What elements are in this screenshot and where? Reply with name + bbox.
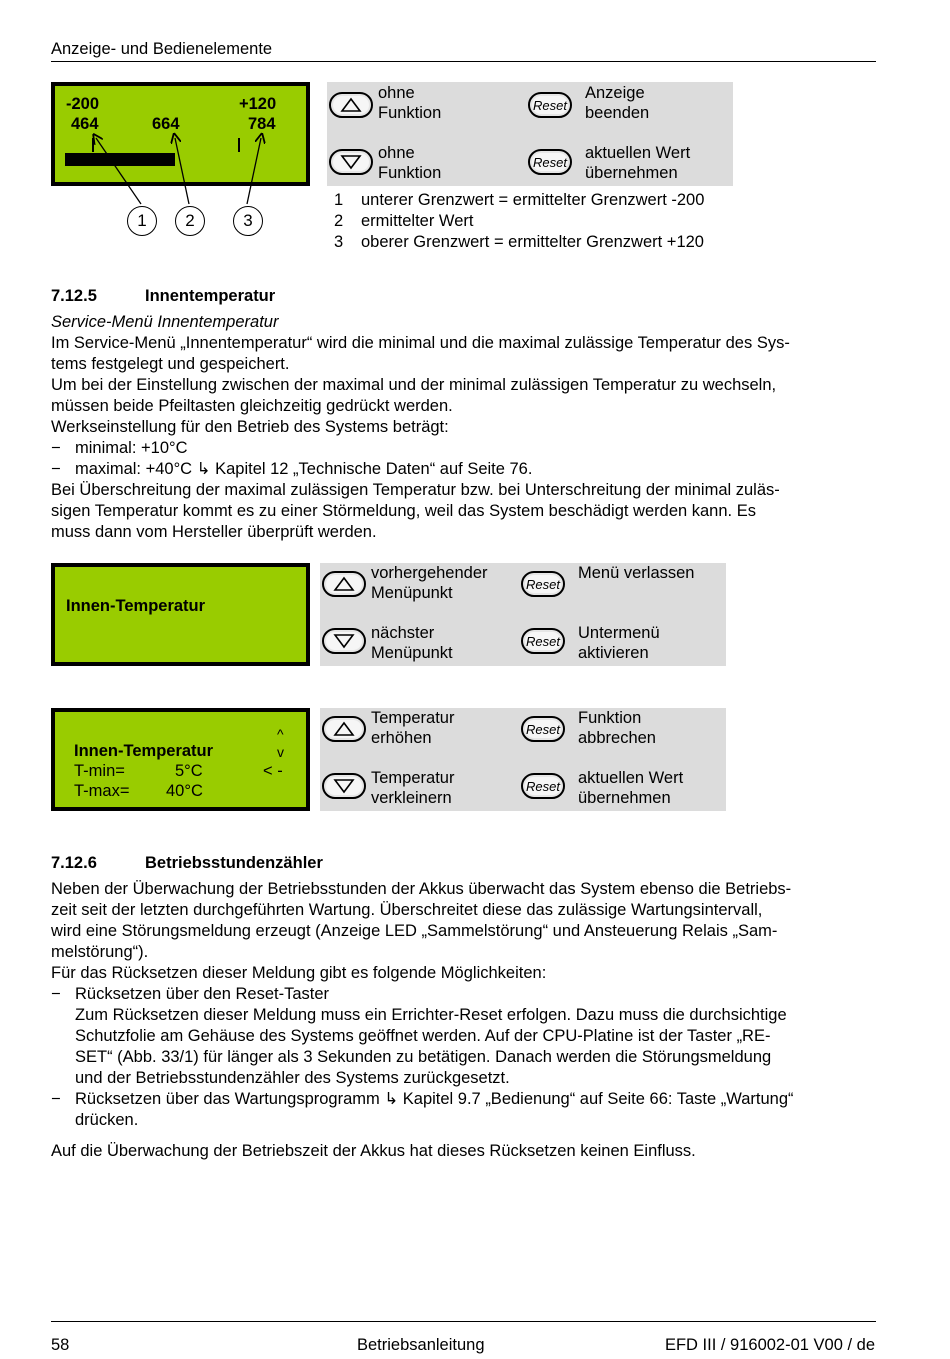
legend-text-3: oberer Grenzwert = ermittelter Grenzwert +120: [361, 233, 704, 251]
section-number: 7.12.6: [51, 854, 97, 872]
legend-num-2: 2: [334, 212, 344, 230]
arrow-down-label-2: Menüpunkt: [371, 644, 453, 662]
bullet-detail-line: und der Betriebsstundenzähler des Systems zurückgesetzt.: [75, 1069, 510, 1087]
arrow-up-label-1: ohne: [378, 84, 415, 102]
paragraph-line: melstörung“).: [51, 943, 149, 961]
paragraph-line: müssen beide Pfeiltasten gleichzeitig gedrückt werden.: [51, 397, 453, 415]
section-subtitle: Service-Menü Innentemperatur: [51, 313, 279, 331]
bullet-detail-line: Schutzfolie am Gehäuse des Systems geöffnet werden. Auf der CPU-Platine ist der Taster „RE-: [75, 1027, 771, 1045]
bullet-maintenance-program[interactable]: Rücksetzen über das Wartungsprogramm ↳ Kapitel 9.7 „Bedienung“ auf Seite 66: Taste „Wartung“: [75, 1090, 794, 1108]
reset-label: Reset: [533, 155, 567, 170]
key-panel-limits: [327, 82, 733, 186]
reset-label: Reset: [526, 634, 560, 649]
paragraph-line: Werkseinstellung für den Betrieb des Systems beträgt:: [51, 418, 449, 436]
arrow-up-label-1: Temperatur: [371, 709, 455, 727]
lcd-tmax-label: T-max=: [74, 782, 130, 800]
key-panel-menu: [320, 563, 726, 666]
paragraph-line: muss dann vom Hersteller überprüft werden.: [51, 523, 377, 541]
arrow-down-label-2: verkleinern: [371, 789, 452, 807]
reset-label: Reset: [526, 577, 560, 592]
bullet-dash: −: [51, 439, 61, 457]
triangle-down-icon: [331, 151, 371, 173]
arrow-down-label-1: Temperatur: [371, 769, 455, 787]
closing-paragraph: Auf die Überwachung der Betriebszeit der Akkus hat dieses Rücksetzen keinen Einfluss.: [51, 1142, 696, 1160]
bullet-detail-line: SET“ (Abb. 33/1) für länger als 3 Sekunden zu betätigen. Danach werden die Störungsmeldung: [75, 1048, 772, 1066]
lcd-upper-limit: 784: [248, 115, 276, 133]
section-number: 7.12.5: [51, 287, 97, 305]
reset-button-1[interactable]: [521, 716, 565, 742]
reset1-label-1: Menü verlassen: [578, 564, 695, 582]
reset2-label-2: aktivieren: [578, 644, 649, 662]
arrow-down-button[interactable]: [322, 628, 366, 654]
lcd-temp-title: Innen-Temperatur: [74, 742, 214, 760]
reset-label: Reset: [526, 779, 560, 794]
arrow-up-button[interactable]: [322, 571, 366, 597]
lcd-tmax-value: 40°C: [166, 782, 203, 800]
paragraph-line: zeit seit der letzten durchgeführten Wartung. Überschreitet diese das zulässige Wartungsintervall,: [51, 901, 763, 919]
footer-document-id: EFD III / 916002-01 V00 / de: [664, 1336, 875, 1354]
lcd-measured-value: 664: [152, 115, 180, 133]
footer-center: Betriebsanleitung: [357, 1336, 485, 1354]
paragraph-line: tems festgelegt und gespeichert.: [51, 355, 290, 373]
reset2-label-1: aktuellen Wert: [578, 769, 684, 787]
arrow-down-label-2: Funktion: [378, 164, 442, 182]
reset-label: Reset: [533, 98, 567, 113]
bullet-dash: −: [51, 460, 61, 478]
reset2-label-1: aktuellen Wert: [585, 144, 691, 162]
callout-2: 2: [175, 206, 205, 236]
reset1-label-1: Anzeige: [585, 84, 645, 102]
callout-3: 3: [233, 206, 263, 236]
legend-text-2: ermittelter Wert: [361, 212, 474, 230]
reset-button-2[interactable]: [528, 149, 572, 175]
arrow-up-button[interactable]: [322, 716, 366, 742]
lcd-arrow-down: v: [277, 744, 284, 760]
lcd-display-menu: [51, 563, 310, 666]
bullet-detail-line: Zum Rücksetzen dieser Meldung muss ein Errichter-Reset erfolgen. Dazu muss die durchsichtige: [75, 1006, 787, 1024]
callout-lines: [51, 130, 311, 210]
paragraph-line: Bei Überschreitung der maximal zulässigen Temperatur bzw. bei Unterschreitung der minimal zuläs-: [51, 481, 780, 499]
paragraph-line: sigen Temperatur kommt es zu einer Störmeldung, weil das System beschädigt werden kann. Es: [51, 502, 756, 520]
lcd-tmin-label: T-min=: [74, 762, 125, 780]
lcd-arrow-up: ^: [277, 726, 284, 742]
arrow-up-label-2: Menüpunkt: [371, 584, 453, 602]
lcd-tmin-value: 5°C: [175, 762, 203, 780]
reset1-label-2: abbrechen: [578, 729, 656, 747]
arrow-up-label-2: Funktion: [378, 104, 442, 122]
arrow-down-label-1: nächster: [371, 624, 435, 642]
reset1-label-2: beenden: [585, 104, 650, 122]
section-title: Betriebsstundenzähler: [145, 854, 323, 872]
reset-button-1[interactable]: [521, 571, 565, 597]
paragraph-line: Neben der Überwachung der Betriebsstunden der Akkus überwacht das System ebenso die Betriebs-: [51, 880, 792, 898]
bullet-min-temp: minimal: +10°C: [75, 439, 188, 457]
reset2-label-2: übernehmen: [585, 164, 678, 182]
arrow-up-label-1: vorhergehender: [371, 564, 488, 582]
paragraph-line: Um bei der Einstellung zwischen der maximal und der minimal zulässigen Temperatur zu wechseln,: [51, 376, 777, 394]
arrow-down-label-1: ohne: [378, 144, 415, 162]
page-number: 58: [51, 1336, 70, 1354]
bullet-max-temp[interactable]: maximal: +40°C ↳ Kapitel 12 „Technische Daten“ auf Seite 76.: [75, 460, 533, 478]
lcd-lower-offset: -200: [66, 95, 100, 113]
paragraph-line: wird eine Störungsmeldung erzeugt (Anzeige LED „Sammelstörung“ und Ansteuerung Relais „Sam-: [51, 922, 778, 940]
reset-button-1[interactable]: [528, 92, 572, 118]
triangle-up-icon: [324, 718, 364, 740]
legend-text-1: unterer Grenzwert = ermittelter Grenzwert -200: [361, 191, 705, 209]
lcd-upper-offset: +120: [239, 95, 277, 113]
lcd-lower-limit: 464: [71, 115, 99, 133]
arrow-down-button[interactable]: [329, 149, 373, 175]
lcd-display-temperature: [51, 708, 310, 811]
lcd-menu-text: Innen-Temperatur: [66, 597, 206, 615]
bullet-dash: −: [51, 985, 61, 1003]
reset2-label-2: übernehmen: [578, 789, 671, 807]
bullet-reset-button: Rücksetzen über den Reset-Taster: [75, 985, 330, 1003]
triangle-up-icon: [324, 573, 364, 595]
header-rule: [51, 61, 876, 62]
arrow-up-button[interactable]: [329, 92, 373, 118]
legend-num-3: 3: [334, 233, 344, 251]
reset-button-2[interactable]: [521, 773, 565, 799]
lcd-cursor: < -: [263, 762, 283, 780]
footer-rule: [51, 1321, 876, 1322]
bullet-dash: −: [51, 1090, 61, 1108]
callout-1: 1: [127, 206, 157, 236]
key-panel-temperature: [320, 708, 726, 811]
arrow-up-label-2: erhöhen: [371, 729, 432, 747]
page-header-title: Anzeige- und Bedienelemente: [51, 40, 273, 58]
triangle-down-icon: [324, 775, 364, 797]
paragraph-line: Für das Rücksetzen dieser Meldung gibt es folgende Möglichkeiten:: [51, 964, 547, 982]
reset1-label-1: Funktion: [578, 709, 642, 727]
legend-num-1: 1: [334, 191, 344, 209]
reset-button-2[interactable]: [521, 628, 565, 654]
section-title: Innentemperatur: [145, 287, 276, 305]
arrow-down-button[interactable]: [322, 773, 366, 799]
bullet-detail-line: drücken.: [75, 1111, 139, 1129]
triangle-down-icon: [324, 630, 364, 652]
paragraph-line: Im Service-Menü „Innentemperatur“ wird die minimal und die maximal zulässige Temperatur des Sys-: [51, 334, 790, 352]
triangle-up-icon: [331, 94, 371, 116]
reset-label: Reset: [526, 722, 560, 737]
reset2-label-1: Untermenü: [578, 624, 660, 642]
